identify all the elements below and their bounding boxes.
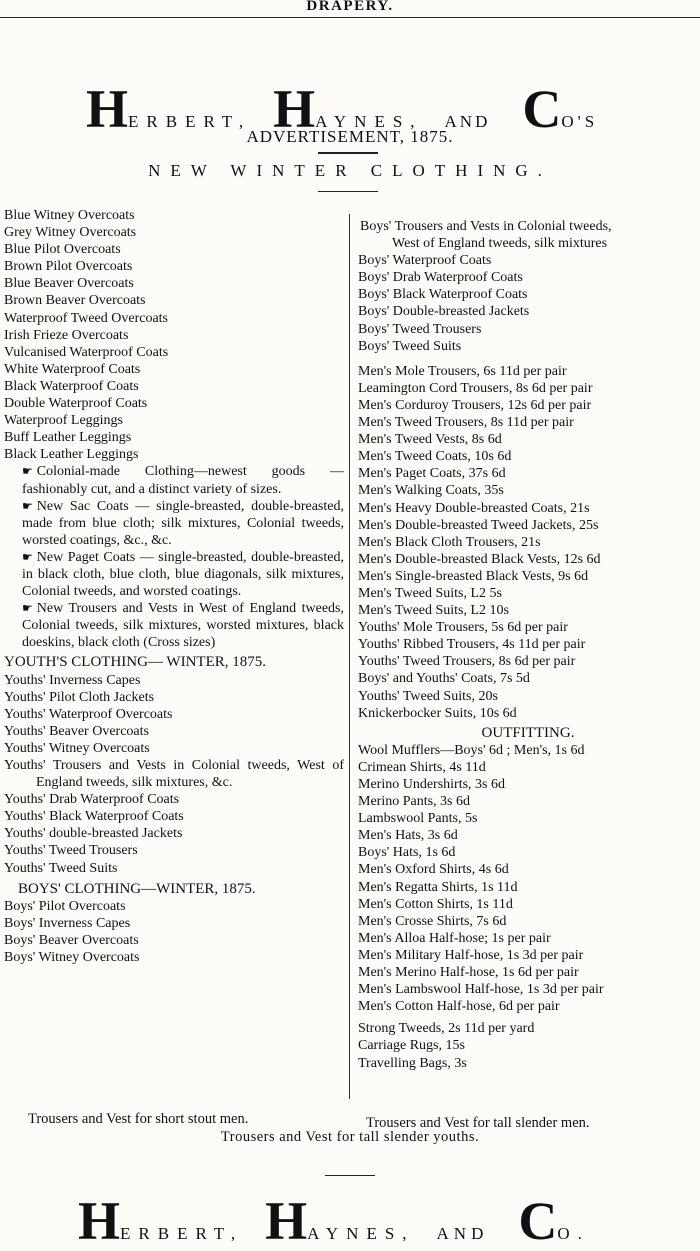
list-item: Men's Oxford Shirts, 4s 6d (358, 862, 509, 878)
title-herbert: ERBERT, (128, 112, 252, 131)
list-item: Boys' and Youths' Coats, 7s 5d (358, 671, 530, 687)
list-item: Men's Heavy Double-breasted Coats, 21s (358, 500, 590, 516)
list-item: Men's Cotton Half-hose, 6d per pair (358, 999, 560, 1015)
title-co: O'S (561, 112, 599, 131)
list-item: Youths' Pilot Cloth Jackets (4, 689, 155, 705)
list-item: Travelling Bags, 3s (358, 1055, 467, 1071)
list-item: Crimean Shirts, 4s 11d (358, 759, 486, 775)
list-item: Men's Merino Half-hose, 1s 6d per pair (358, 965, 579, 981)
list-item: Wool Mufflers—Boys' 6d ; Men's, 1s 6d (358, 742, 585, 758)
list-item: Men's Hats, 3s 6d (358, 828, 458, 844)
list-item: Youths' Black Waterproof Coats (4, 809, 184, 825)
right-column (358, 218, 698, 1072)
list-item: Youths' Mole Trousers, 5s 6d per pair (358, 620, 568, 636)
list-item: West of England tweeds, silk mixtures (392, 236, 608, 252)
list-item: Strong Tweeds, 2s 11d per yard (358, 1021, 535, 1037)
section-header: DRAPERY. (306, 0, 394, 14)
list-item: Boys' Waterproof Coats (358, 253, 492, 269)
list-item: Youths' Tweed Trousers, 8s 6d per pair (358, 654, 576, 670)
list-item: Boys' Witney Overcoats (4, 950, 140, 966)
list-item: Merino Undershirts, 3s 6d (358, 777, 505, 792)
column-divider (349, 214, 350, 1099)
list-item: Men's Walking Coats, 35s (358, 483, 504, 499)
list-item: Brown Pilot Overcoats (4, 259, 133, 275)
list-item: Men's Double-breasted Black Vests, 12s 6d (358, 551, 601, 567)
footer-short-stout: Trousers and Vest for short stout men. (28, 1111, 249, 1127)
list-item: Boys' Double-breasted Jackets (358, 304, 530, 320)
list-item: Boys' Inverness Capes (4, 915, 131, 931)
list-item: Boys' Beaver Overcoats (4, 932, 139, 948)
list-item: Grey Witney Overcoats (4, 225, 137, 241)
title-rule (318, 152, 378, 154)
list-item: Boys' Pilot Overcoats (4, 898, 126, 914)
list-item: Boys' Hats, 1s 6d (358, 845, 456, 861)
list-item: Waterproof Tweed Overcoats (4, 310, 169, 326)
list-item: Men's Black Cloth Trousers, 21s (358, 534, 541, 550)
list-item: Men's Tweed Coats, 10s 6d (358, 449, 512, 465)
header-rule (0, 17, 700, 18)
list-item: Men's Alloa Half-hose; 1s per pair (358, 930, 551, 946)
list-item: Youths' Waterproof Overcoats (4, 706, 173, 722)
subtitle-rule (318, 191, 378, 192)
sig-co: O. (557, 1224, 590, 1243)
list-item: Black Leather Leggings (4, 447, 139, 463)
list-item: Men's Crosse Shirts, 7s 6d (358, 913, 507, 929)
list-item: Men's Tweed Suits, L2 5s (358, 585, 503, 601)
list-item: Boys' Tweed Suits (358, 338, 462, 354)
sac-coats-paragraph: ☛ New Sac Coats — single-breasted, double-breasted, made from blue cloth; silk mixtures, Colonial tweeds, worsted coatings, &c., &c. (22, 498, 344, 548)
list-item: White Waterproof Coats (4, 361, 141, 377)
list-item: Youths' Ribbed Trousers, 4s 11d per pair (358, 637, 586, 653)
list-item: Men's Military Half-hose, 1s 3d per pair (358, 947, 584, 963)
list-item: Leamington Cord Trousers, 8s 6d per pair (358, 380, 593, 396)
list-item: Youths' Tweed Trousers (4, 843, 138, 859)
title-haynes: AYNES, (315, 112, 423, 131)
list-item: Men's Regatta Shirts, 1s 11d (358, 879, 518, 895)
list-item: Youths' Tweed Suits (4, 860, 118, 876)
new-winter-clothing: NEW WINTER CLOTHING. (148, 161, 552, 180)
list-item: Youths' Witney Overcoats (4, 740, 150, 756)
list-item: Black Waterproof Coats (4, 378, 139, 394)
list-item: Double Waterproof Coats (4, 396, 148, 412)
pointing-hand-icon: ☛ (22, 464, 33, 479)
list-item: Men's Paget Coats, 37s 6d (358, 466, 506, 482)
list-item: Waterproof Leggings (4, 413, 123, 429)
sig-and: AND (436, 1224, 489, 1243)
list-item: Blue Pilot Overcoats (4, 242, 121, 258)
boys-clothing-heading: BOYS' CLOTHING—WINTER, 1875. (18, 880, 256, 897)
list-item: Men's Corduroy Trousers, 12s 6d per pair (358, 397, 592, 413)
footer-tall-slender-men: Trousers and Vest for tall slender men. (366, 1115, 590, 1131)
list-item: Men's Single-breasted Black Vests, 9s 6d (358, 568, 589, 584)
trousers-paragraph: ☛ New Trousers and Vests in West of England tweeds, Colonial tweeds, silk mixtures, worsted mixtures, black doeskins, black cloth (Cross sizes) (22, 601, 344, 651)
colonial-paragraph: ☛ Colonial-made Clothing—newest goods —fashionably cut, and a distinct variety of sizes. (22, 464, 344, 497)
list-item: Boys' Drab Waterproof Coats (358, 270, 523, 286)
sig-herbert: ERBERT, (120, 1224, 244, 1243)
list-item: Men's Double-breasted Tweed Jackets, 25s (358, 517, 599, 533)
list-item: Men's Lambswool Half-hose, 1s 3d per pair (358, 982, 604, 998)
list-item: Brown Beaver Overcoats (4, 293, 146, 309)
youths-trousers-paragraph: Youths' Trousers and Vests in Colonial tweeds, West of England tweeds, silk mixtures, &c. (4, 758, 344, 791)
youths-clothing-heading: YOUTH'S CLOTHING— WINTER, 1875. (4, 654, 266, 671)
pointing-hand-icon: ☛ (22, 498, 33, 513)
footer-tall-slender-youths: Trousers and Vest for tall slender youths. (220, 1129, 480, 1145)
list-item: Men's Mole Trousers, 6s 11d per pair (358, 363, 567, 379)
list-item: Boys' Black Waterproof Coats (358, 287, 528, 303)
list-item: Boys' Tweed Trousers (358, 321, 482, 337)
pointing-hand-icon: ☛ (22, 601, 33, 616)
firm-title: H ERBERT, H AYNES, AND C O'S (86, 79, 599, 139)
footer-rule (325, 1175, 375, 1176)
list-item: Blue Beaver Overcoats (4, 276, 134, 292)
outfitting-heading: OUTFITTING. (481, 724, 575, 741)
left-column (4, 207, 344, 966)
list-item: Men's Tweed Trousers, 8s 11d per pair (358, 415, 574, 431)
list-item: Youths' Inverness Capes (4, 672, 141, 688)
pointing-hand-icon: ☛ (22, 549, 33, 564)
list-item: Youths' Beaver Overcoats (4, 723, 149, 739)
list-item: Men's Cotton Shirts, 1s 11d (358, 896, 513, 912)
list-item: Knickerbocker Suits, 10s 6d (358, 705, 517, 721)
list-item: Blue Witney Overcoats (4, 208, 135, 223)
list-item: Lambswool Pants, 5s (358, 811, 478, 827)
list-item: Buff Leather Leggings (4, 430, 132, 446)
firm-signature: H ERBERT, H AYNES, AND C O. (78, 1191, 590, 1251)
sig-haynes: AYNES, (307, 1224, 415, 1243)
advertisement-subtitle: ADVERTISEMENT, 1875. (246, 127, 454, 146)
title-and: AND (444, 112, 491, 131)
list-item: Youths' double-breasted Jackets (4, 826, 183, 842)
list-item: Merino Pants, 3s 6d (358, 794, 470, 810)
list-item: Men's Tweed Suits, L2 10s (358, 603, 510, 619)
list-item: Youths' Drab Waterproof Coats (4, 792, 180, 808)
list-item: Men's Tweed Vests, 8s 6d (358, 432, 502, 448)
list-item: Youths' Tweed Suits, 20s (358, 688, 498, 704)
list-item: Boys' Trousers and Vests in Colonial tweeds, (360, 219, 612, 234)
list-item: Vulcanised Waterproof Coats (4, 344, 169, 360)
list-item: Irish Frieze Overcoats (4, 327, 129, 343)
list-item: Carriage Rugs, 15s (358, 1038, 465, 1054)
paget-coats-paragraph: ☛ New Paget Coats — single-breasted, double-breasted, in black cloth, blue cloth, blue diagonals, silk mixtures, Colonial tweeds, and worsted coatings. (22, 549, 344, 600)
